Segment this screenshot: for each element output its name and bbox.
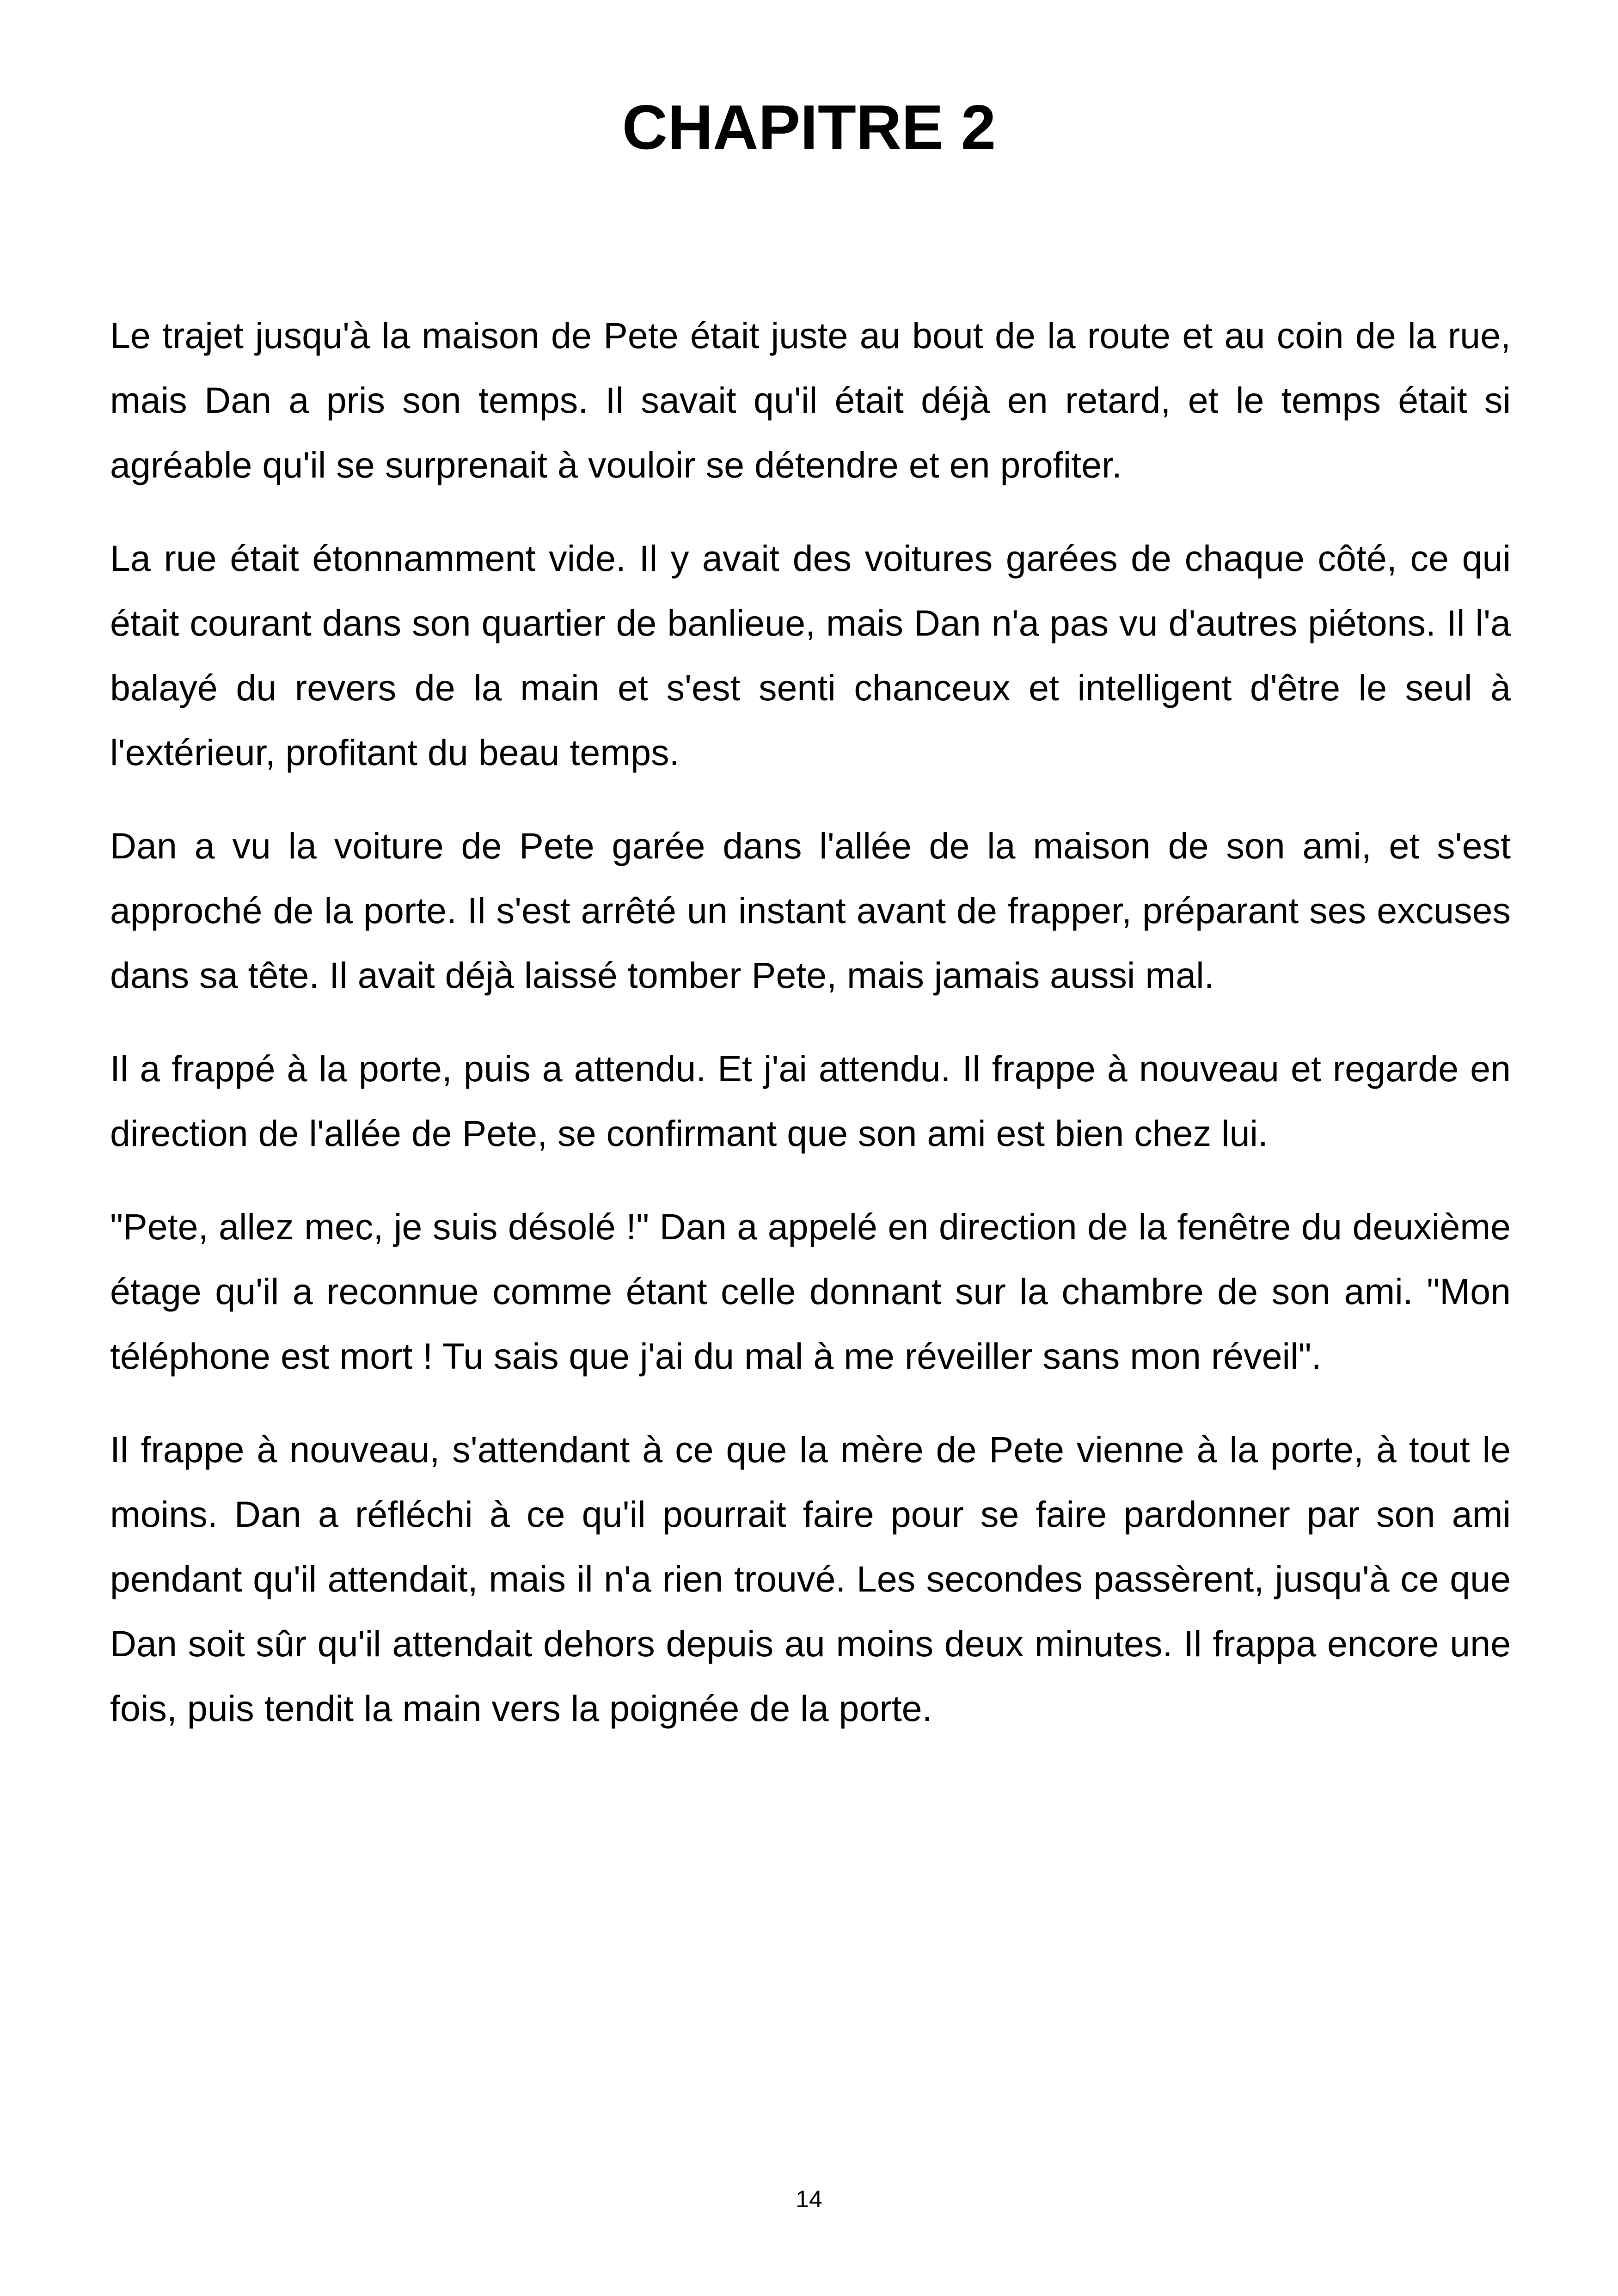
body-text xyxy=(110,303,1511,1769)
paragraph: Le trajet jusqu'à la maison de Pete était juste au bout de la route et au coin de la rue, mais Dan a pris son temps. Il savait qu'il était déjà en retard, et le temps était si agréable qu'il se surprenait à vouloir se détendre et en profiter. xyxy=(110,315,1511,485)
paragraph: "Pete, allez mec, je suis désolé !" Dan a appelé en direction de la fenêtre du deuxième étage qu'il a reconnue comme étant celle donnant sur la chambre de son ami. "Mon téléphone est mort ! Tu sais que j'ai du mal à me réveiller sans mon réveil". xyxy=(110,1206,1511,1377)
paragraph: Il frappe à nouveau, s'attendant à ce que la mère de Pete vienne à la porte, à tout le moins. Dan a réfléchi à ce qu'il pourrait faire pour se faire pardonner par son ami pendant qu'il attendait, mais il n'a rien trouvé. Les secondes passèrent, jusqu'à ce que Dan soit sûr qu'il attendait dehors depuis au moins deux minutes. Il frappa encore une fois, puis tendit la main vers la poignée de la porte. xyxy=(110,1429,1511,1729)
paragraph: Il a frappé à la porte, puis a attendu. Et j'ai attendu. Il frappe à nouveau et regarde en direction de l'allée de Pete, se confirmant que son ami est bien chez lui. xyxy=(110,1048,1511,1154)
page-number: 14 xyxy=(796,2186,822,2213)
chapter-title: CHAPITRE 2 xyxy=(622,92,996,162)
paragraph: Dan a vu la voiture de Pete garée dans l'allée de la maison de son ami, et s'est approché de la porte. Il s'est arrêté un instant avant de frapper, préparant ses excuses dans sa tête. Il avait déjà laissé tomber Pete, mais jamais aussi mal. xyxy=(110,825,1511,996)
paragraph: La rue était étonnamment vide. Il y avait des voitures garées de chaque côté, ce qui était courant dans son quartier de banlieue, mais Dan n'a pas vu d'autres piétons. Il l'a balayé du revers de la main et s'est senti chanceux et intelligent d'être le seul à l'extérieur, profitant du beau temps. xyxy=(110,538,1511,773)
